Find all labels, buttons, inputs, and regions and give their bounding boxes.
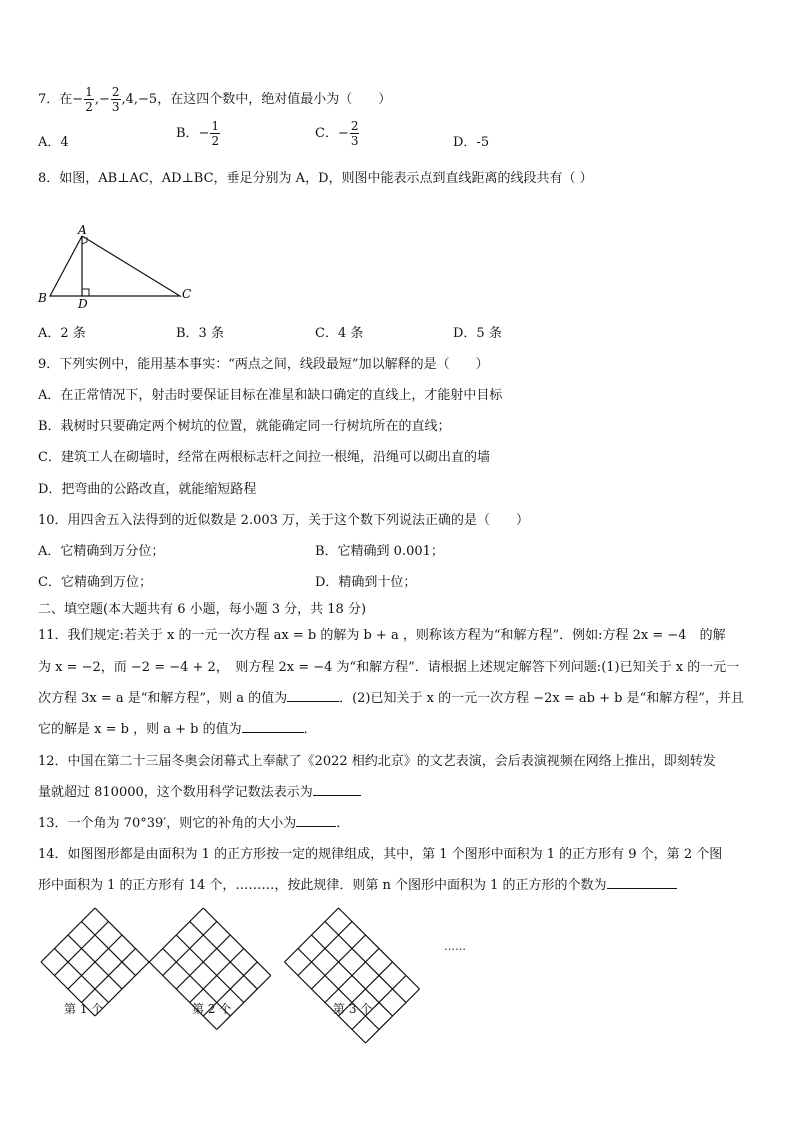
q14-figure-3	[285, 908, 420, 1043]
q7-option-c: C．− $\frac{2}{3}$	[315, 119, 359, 148]
q10-option-b: B．它精确到 0.001；	[315, 544, 444, 559]
q7-option-b: B．− $\frac{1}{2}$	[176, 119, 220, 148]
q11-line-1: 11．我们规定:若关于 x 的一元一次方程 ax = b 的解为 b + a ，则称该方程为“和解方程”．例如:方程 2x = −4 的解	[38, 628, 726, 643]
q8-triangle-figure	[30, 222, 200, 312]
q8-option-a: A．2 条	[38, 326, 86, 341]
q8-option-c: C．4 条	[315, 326, 364, 341]
q14-figure-1-label: 第 1 个	[64, 1002, 104, 1016]
q14-answer-blank[interactable]	[607, 875, 677, 889]
q7-neg-sign: −	[72, 92, 84, 107]
grid-line	[190, 922, 258, 990]
q12-line-1: 12．中国在第二十三届冬奥会闭幕式上奉献了《2022 相约北京》的文艺表演，会后表演视频在网络上推出，即刻转发	[38, 754, 716, 769]
q7-prefix: 7．在	[38, 92, 73, 107]
q9-stem: 9．下列实例中，能用基本事实：“两点之间，线段最短”加以解释的是（ ）	[38, 357, 489, 372]
q8-label-a: A	[78, 223, 87, 237]
grid-line	[176, 935, 244, 1003]
q9-option-d: D．把弯曲的公路改直，就能缩短路程	[38, 482, 257, 497]
q13-line-1: 13．一个角为 70°39′，则它的补角的大小为 ．	[38, 812, 349, 831]
q14-ellipsis: ……	[444, 940, 466, 953]
grid-line	[149, 962, 217, 1030]
q12-answer-blank[interactable]	[313, 782, 361, 796]
q14-figure-3-label: 第 3 个	[333, 1002, 373, 1016]
q11-line-2: 为 x = −2，而 −2 = −4 + 2， 则方程 2x = −4 为“和解方程”．请根据上述规定解答下列问题:(1)已知关于 x 的一元一	[38, 660, 740, 675]
q10-option-a: A．它精确到万分位；	[38, 544, 165, 559]
q10-option-d: D．精确到十位；	[315, 575, 417, 590]
q7-fraction-1: $\frac{1}{2}$	[85, 85, 93, 114]
q7-separator: ,−	[94, 92, 110, 107]
q11-answer-blank-1[interactable]	[287, 688, 339, 702]
q11-line-3: 次方程 3x = a 是“和解方程”，则 a 的值为 ．(2)已知关于 x 的一元一次方程 −2x = ab + b 是“和解方程”，并且	[38, 687, 744, 706]
q14-line-1: 14．如图图形都是由面积为 1 的正方形按一定的规律组成，其中，第 1 个图形中面积为 1 的正方形有 9 个，第 2 个图	[38, 847, 723, 862]
q8-label-b: B	[38, 291, 47, 305]
q10-stem: 10．用四舍五入法得到的近似数是 2.003 万，关于这个数下列说法正确的是（ ）	[38, 513, 530, 528]
q7-option-b-fraction: $\frac{1}{2}$	[211, 119, 220, 148]
q7-fraction-2: $\frac{2}{3}$	[111, 85, 120, 114]
q13-answer-blank[interactable]	[296, 813, 336, 827]
q11-answer-blank-2[interactable]	[242, 719, 304, 733]
q8-label-d: D	[78, 297, 88, 311]
q7-stem	[38, 86, 391, 113]
q8-option-b: B．3 条	[176, 326, 224, 341]
q8-label-c: C	[182, 287, 192, 301]
section-heading-fill-in: 二、填空题(本大题共有 6 小题，每小题 3 分，共 18 分)	[38, 602, 367, 617]
q10-option-c: C．它精确到万位；	[38, 575, 152, 590]
q11-line-4: 它的解是 x = b ，则 a + b 的值为 ．	[38, 718, 317, 737]
q12-line-2: 量就超过 810000，这个数用科学记数法表示为	[38, 781, 361, 800]
grid-line	[203, 908, 271, 976]
q14-pattern-figures	[0, 900, 794, 1030]
q9-option-c: C．建筑工人在砌墙时，经常在两根标志杆之间拉一根绳，沿绳可以砌出直的墙	[38, 450, 490, 465]
q7-option-c-fraction: $\frac{2}{3}$	[350, 119, 359, 148]
q7-option-d: D．-5	[453, 135, 490, 150]
q9-option-b: B．栽树时只要确定两个树坑的位置，就能确定同一行树坑所在的直线；	[38, 419, 451, 434]
q8-triangle-outline	[50, 236, 180, 296]
q8-right-angle-d	[82, 289, 89, 296]
q7-rest: ,4,−5，在这四个数中，绝对值最小为（ ）	[121, 92, 392, 107]
q14-line-2: 形中面积为 1 的正方形有 14 个，………，按此规律．则第 n 个图形中面积为 1 的正方形的个数为	[38, 874, 677, 893]
q9-option-a: A．在正常情况下，射击时要保证目标在准星和缺口确定的直线上，才能射中目标	[38, 388, 503, 403]
q14-figure-2-label: 第 2 个	[192, 1002, 232, 1016]
q7-option-a: A．4	[38, 135, 69, 150]
q8-stem: 8．如图，AB⊥AC，AD⊥BC，垂足分别为 A，D，则图中能表示点到直线距离的线段共有（ ）	[38, 171, 593, 186]
q8-option-d: D．5 条	[453, 326, 502, 341]
